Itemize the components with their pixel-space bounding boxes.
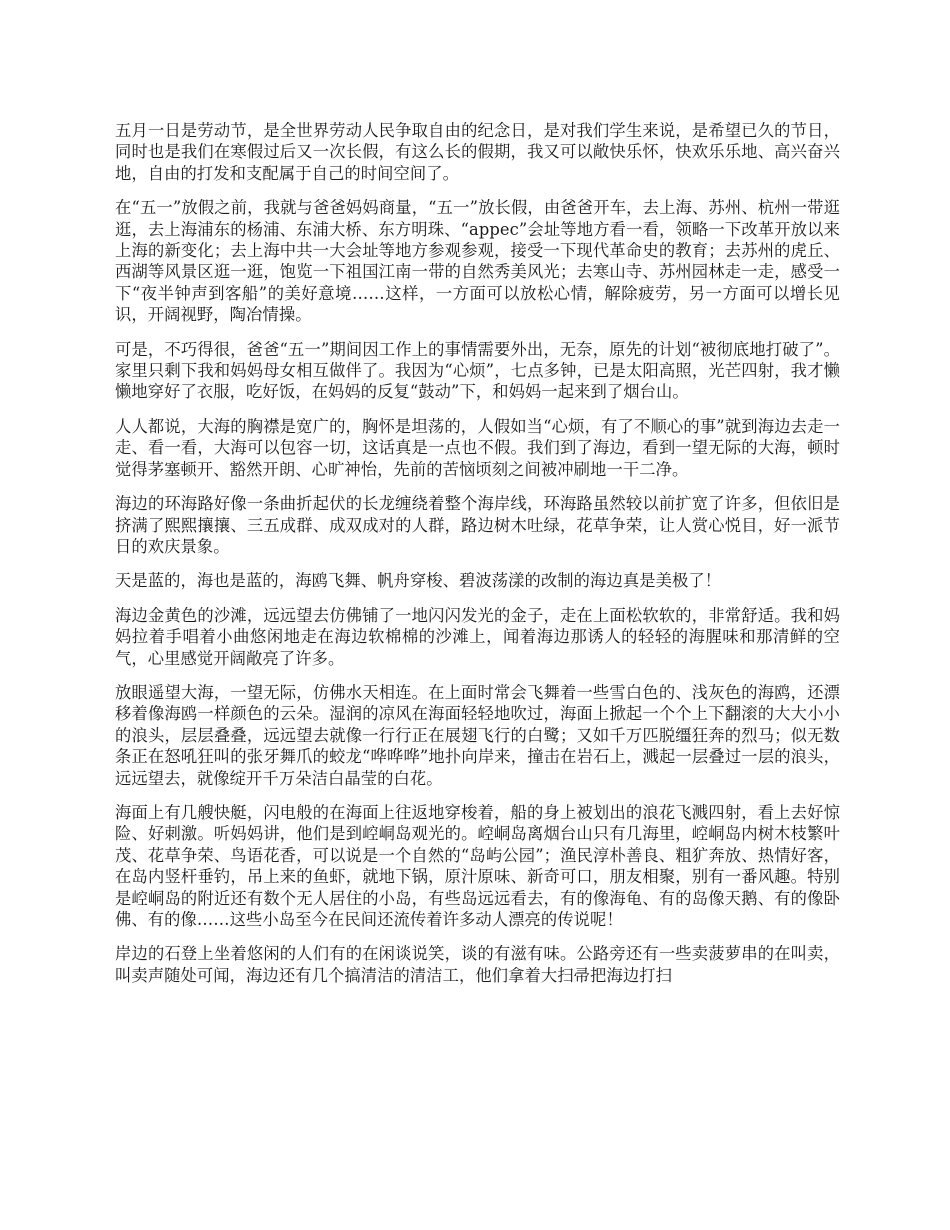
paragraph: 海面上有几艘快艇，闪电般的在海面上往返地穿梭着，船的身上被划出的浪花飞溅四射，看上去好惊险、好刺激。听妈妈讲，他们是到崆峒岛观光的。崆峒岛离烟台山只有几海里，崆峒岛内树木枝繁叶茂、花草争荣、鸟语花香，可以说是一个自然的“岛屿公园”；渔民淳朴善良、粗犷奔放、热情好客，在岛内竖杆垂钓，吊上来的鱼虾，就地下锅，原汁原味、新奇可口，朋友相聚，别有一番风趣。特别是崆峒岛的附近还有数个无人居住的小岛，有些岛远远看去，有的像海龟、有的岛像天鹅、有的像卧佛、有的像……这些小岛至今在民间还流传着许多动人漂亮的传说呢！ bbox=[115, 802, 840, 929]
paragraph: 可是，不巧得很，爸爸“五一”期间因工作上的事情需要外出，无奈，原先的计划“被彻底地打破了”。家里只剩下我和妈妈母女相互做伴了。我因为“心烦”，七点多钟，已是太阳高照，光芒四射，我才懒懒地穿好了衣服，吃好饭，在妈妈的反复“鼓动”下，和妈妈一起来到了烟台山。 bbox=[115, 339, 840, 402]
paragraph: 海边金黄色的沙滩，远远望去仿佛铺了一地闪闪发光的金子，走在上面松软软的，非常舒适。我和妈妈拉着手唱着小曲悠闲地走在海边软棉棉的沙滩上，闻着海边那诱人的轻轻的海腥味和那清鲜的空气，心里感觉开阔敞亮了许多。 bbox=[115, 605, 840, 668]
document-page bbox=[115, 120, 840, 999]
paragraph: 海边的环海路好像一条曲折起伏的长龙缠绕着整个海岸线，环海路虽然较以前扩宽了许多，但依旧是挤满了熙熙攘攘、三五成群、成双成对的人群，路边树木吐绿，花草争荣，让人赏心悦目，好一派节日的欢庆景象。 bbox=[115, 494, 840, 556]
paragraph: 人人都说，大海的胸襟是宽广的，胸怀是坦荡的，人假如当“心烦，有了不顺心的事”就到海边去走一走、看一看，大海可以包容一切，这话真是一点也不假。我们到了海边，看到一望无际的大海，顿时觉得茅塞顿开、豁然开朗、心旷神怡，先前的苦恼顷刻之间被冲刷地一干二净。 bbox=[115, 416, 840, 479]
paragraph: 天是蓝的，海也是蓝的，海鸥飞舞、帆舟穿梭、碧波荡漾的改制的海边真是美极了！ bbox=[115, 571, 722, 591]
paragraph: 放眼遥望大海，一望无际，仿佛水天相连。在上面时常会飞舞着一些雪白色的、浅灰色的海鸥，还漂移着像海鸥一样颜色的云朵。湿润的凉风在海面轻轻地吹过，海面上掀起一个个上下翻滚的大大小小的浪头，层层叠叠，远远望去就像一行行正在展翅飞行的白鹭；又如千万匹脱缰狂奔的烈马；似无数条正在怒吼狂叫的张牙舞爪的蛟龙“哗哗哗”地扑向岸来，撞击在岩石上，溅起一层叠过一层的浪头，远远望去，就像绽开千万朵洁白晶莹的白花。 bbox=[115, 682, 840, 788]
paragraph: 在“五一”放假之前，我就与爸爸妈妈商量，“五一”放长假，由爸爸开车，去上海、苏州、杭州一带逛逛，去上海浦东的杨浦、东浦大桥、东方明珠、“appec”会址等地方看一看，领略一下改革开放以来上海的新变化；去上海中共一大会址等地方参观参观，接受一下现代革命史的教育；去苏州的虎丘、西湖等风景区逛一逛，饱览一下祖国江南一带的自然秀美风光；去寒山寺、苏州园林走一走，感受一下“夜半钟声到客船”的美好意境……这样，一方面可以放松心情，解除疲劳，另一方面可以增长见识，开阔视野，陶冶情操。 bbox=[115, 198, 840, 325]
paragraph: 五月一日是劳动节，是全世界劳动人民争取自由的纪念日，是对我们学生来说，是希望已久的节日，同时也是我们在寒假过后又一次长假，有这么长的假期，我又可以敞快乐怀，快欢乐乐地、高兴奋兴地，自由的打发和支配属于自己的时间空间了。 bbox=[115, 121, 840, 183]
paragraph: 岸边的石登上坐着悠闲的人们有的在闲谈说笑，谈的有滋有味。公路旁还有一些卖菠萝串的在叫卖，叫卖声随处可闻，海边还有几个搞清洁的清洁工，他们拿着大扫帚把海边打扫 bbox=[115, 944, 840, 985]
